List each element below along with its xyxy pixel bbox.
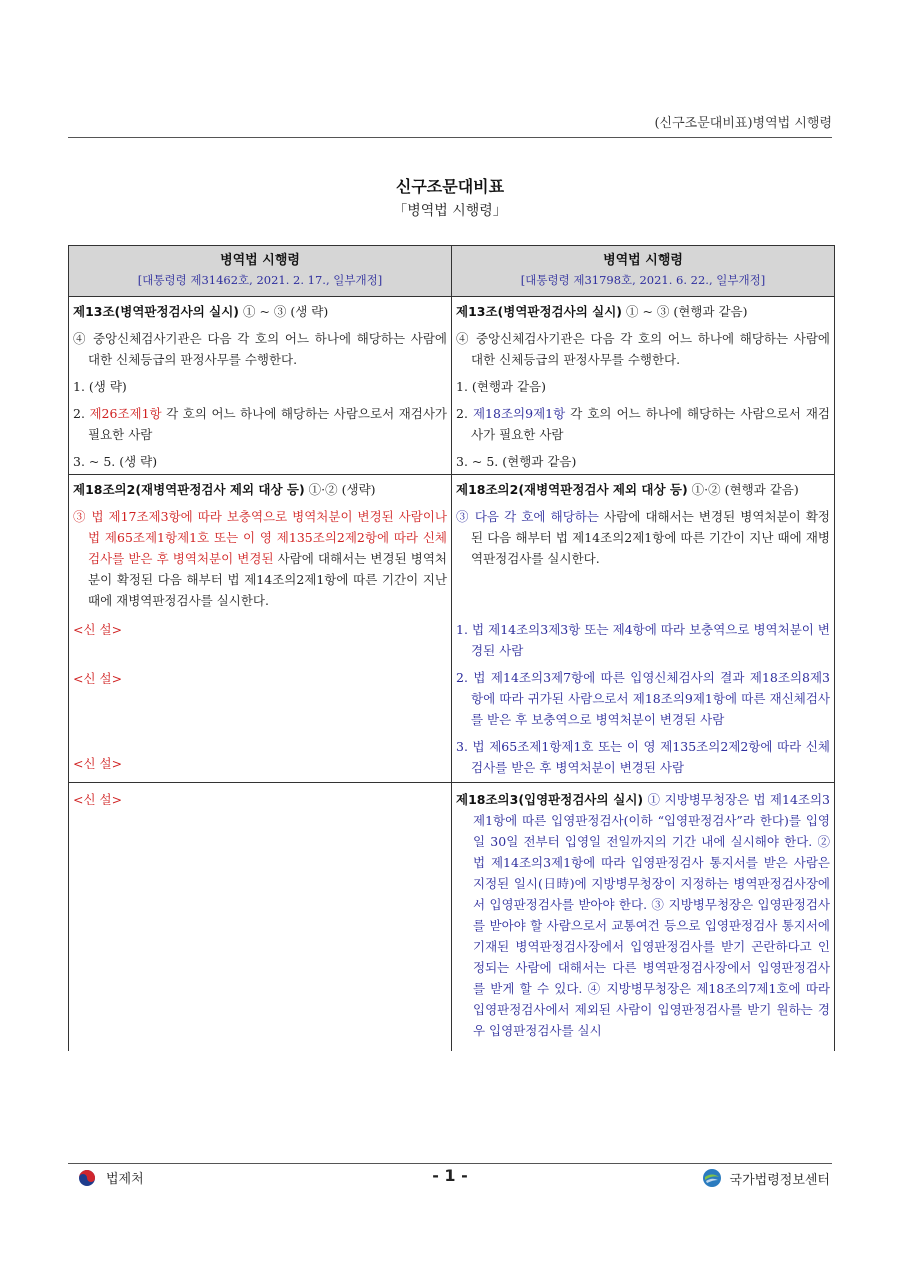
- new-column-header: [452, 246, 835, 297]
- old-column-header: [69, 246, 452, 297]
- header-divider: [68, 137, 832, 138]
- article-heading: 제13조(병역판정검사의 실시): [456, 304, 622, 319]
- changed-text: 제26조제1항: [89, 406, 162, 421]
- paragraph: ④ 중앙신체검사기관은 다음 각 호의 어느 하나에 해당하는 사람에 대한 신체등급의 판정사무를 수행한다.: [73, 331, 447, 367]
- old-law-name: 병역법 시행령: [220, 253, 300, 268]
- old-revision: [대통령령 제31462호, 2021. 2. 17., 일부개정]: [137, 273, 383, 287]
- new-article-18-2: 제18조의2(재병역판정검사 제외 대상 등) ①·② (현행과 같음) ③ 다음 각 호에 해당하는 사람에 대해서는 변경된 병역처분이 확정된 다음 해부터 법 제14조의2제1항에 따른 기간이 지난 때에 재병역판정검사를 실시한다. 1. 법 제14조의3제3항 또는 제4항에 따라 보충역으로 병역처분이 변경된 사람 2. 법 제14조의3제7항에 따른 입영신체검사의 결과 제18조의8제3항에 따라 귀가된 사람으로서 제18조의9제1항에 따른 재신체검사를 받은 후 보충역으로 병역처분이 변경된 사람 3. 법 제65조제1항제1호 또는 이 영 제135조의2제2항에 따라 신체검사를 받은 후 병역처분이 변경된 사람: [452, 475, 835, 783]
- changed-text: ③ 법 제17조제3항에 따라 보충역으로 병역처분이 변경된 사람이나 법 제65조제1항제1호 또는 이 영 제135조의2제2항에 따라 신체검사를 받은 후 병역처분이 변경된: [73, 509, 447, 566]
- new-item: 1. 법 제14조의3제3항 또는 제4항에 따라 보충역으로 병역처분이 변경된 사람: [456, 622, 830, 658]
- old-article-13: 제13조(병역판정검사의 실시) ① ~ ③ (생 략) ④ 중앙신체검사기관은 다음 각 호의 어느 하나에 해당하는 사람에 대한 신체등급의 판정사무를 수행한다. 1. (생 략) 2. 제26조제1항 각 호의 어느 하나에 해당하는 사람으로서 재검사가 필요한 사람 3. ~ 5. (생 략): [69, 297, 452, 475]
- paragraph: ③ 법 제17조제3항에 따라 보충역으로 병역처분이 변경된 사람이나 법 제65조제1항제1호 또는 이 영 제135조의2제2항에 따라 신체검사를 받은 후 병역처분이 변경된 사람에 대해서는 변경된 병역처분이 확정된 다음 해부터 법 제14조의2제1항에 따른 기간이 지난 때에 재병역판정검사를 실시한다.: [73, 509, 447, 608]
- document-subtitle: 「병역법 시행령」: [393, 203, 507, 219]
- running-title: (신구조문대비표)병역법 시행령: [654, 116, 832, 131]
- old-article-18-3: [69, 783, 452, 1052]
- article-heading: 제18조의2(재병역판정검사 제외 대상 등): [456, 482, 688, 497]
- new-article-18-3: [452, 783, 835, 1052]
- new-provision-label: <신 설>: [73, 671, 123, 686]
- footer-center-name: 국가법령정보센터: [729, 1172, 830, 1188]
- new-law-name: 병역법 시행령: [603, 253, 683, 268]
- article-heading: 제13조(병역판정검사의 실시): [73, 304, 239, 319]
- globe-logo-icon: [702, 1168, 722, 1188]
- changed-text: 제18조의9제1항: [472, 406, 566, 421]
- item: 2. 제18조의9제1항 각 호의 어느 하나에 해당하는 사람으로서 재검사가 필요한 사람: [456, 406, 830, 442]
- item: 1. (현행과 같음): [456, 379, 547, 394]
- paragraph: [456, 789, 830, 1041]
- paragraph: ④ 중앙신체검사기관은 다음 각 호의 어느 하나에 해당하는 사람에 대한 신체등급의 판정사무를 수행한다.: [456, 331, 830, 367]
- item: 3. ~ 5. (현행과 같음): [456, 454, 577, 469]
- new-article-13: 제13조(병역판정검사의 실시) ① ~ ③ (현행과 같음) ④ 중앙신체검사기관은 다음 각 호의 어느 하나에 해당하는 사람에 대한 신체등급의 판정사무를 수행한다. 1. (현행과 같음) 2. 제18조의9제1항 각 호의 어느 하나에 해당하는 사람으로서 재검사가 필요한 사람 3. ~ 5. (현행과 같음): [452, 297, 835, 475]
- item: 3. ~ 5. (생 략): [73, 454, 158, 469]
- item: 2. 제26조제1항 각 호의 어느 하나에 해당하는 사람으로서 재검사가 필요한 사람: [73, 406, 447, 442]
- changed-text: ③ 다음 각 호에 해당하는: [456, 509, 599, 524]
- new-item: 2. 법 제14조의3제7항에 따른 입영신체검사의 결과 제18조의8제3항에 따라 귀가된 사람으로서 제18조의9제1항에 따른 재신체검사를 받은 후 보충역으로 병역처분이 변경된 사람: [456, 670, 830, 727]
- new-revision: [대통령령 제31798호, 2021. 6. 22., 일부개정]: [520, 273, 766, 287]
- article-heading: 제18조의2(재병역판정검사 제외 대상 등): [73, 482, 305, 497]
- old-article-18-2: 제18조의2(재병역판정검사 제외 대상 등) ①·② (생략) ③ 법 제17조제3항에 따라 보충역으로 병역처분이 변경된 사람이나 법 제65조제1항제1호 또는 이 영 제135조의2제2항에 따라 신체검사를 받은 후 병역처분이 변경된 사람에 대해서는 변경된 병역처분이 확정된 다음 해부터 법 제14조의2제1항에 따른 기간이 지난 때에 재병역판정검사를 실시한다. <신 설> <신 설> <신 설>: [69, 475, 452, 783]
- item: 1. (생 략): [73, 379, 127, 394]
- changed-text: ① 지방병무청장은 법 제14조의3제1항에 따른 입영판정검사(이하 “입영판정검사”라 한다)를 입영일 30일 전부터 입영일 전일까지의 기간 내에 실시해야 한다. ② 법 제14조의3제1항에 따라 입영판정검사 통지서를 받은 사람은 지정된 일시(日時)에 지방병무청장이 지정하는 병역판정검사장에서 입영판정검사를 받아야 한다. ③ 지방병무청장은 입영판정검사를 받아야 할 사람으로서 교통여건 등으로 입영판정검사 통지서에 기재된 병역판정검사장에서 입영판정검사를 받기 곤란하다고 인정되는 사람에 대해서는 다른 병역판정검사장에서 입영판정검사를 받게 할 수 있다. ④ 지방병무청장은 제18조의7제1호에 따라 입영판정검사에서 제외된 사람이 입영판정검사를 받기 원하는 경우 입영판정검사를 실시: [473, 792, 831, 1038]
- document-title: 신구조문대비표: [395, 177, 505, 196]
- article-heading: 제18조의3(입영판정검사의 실시): [456, 792, 644, 807]
- paragraph: ③ 다음 각 호에 해당하는 사람에 대해서는 변경된 병역처분이 확정된 다음 해부터 법 제14조의2제1항에 따른 기간이 지난 때에 재병역판정검사를 실시한다.: [456, 509, 830, 566]
- new-provision-label: <신 설>: [73, 756, 123, 771]
- comparison-table: [68, 245, 835, 1051]
- footer-right: [702, 1168, 830, 1188]
- new-item: 3. 법 제65조제1항제1호 또는 이 영 제135조의2제2항에 따라 신체검사를 받은 후 병역처분이 변경된 사람: [456, 739, 830, 775]
- footer-org: 법제처: [106, 1172, 144, 1187]
- page-number: - 1 -: [432, 1166, 468, 1185]
- new-provision-label: <신 설>: [73, 622, 123, 637]
- footer-divider: [68, 1163, 832, 1164]
- new-provision-label: <신 설>: [73, 792, 123, 807]
